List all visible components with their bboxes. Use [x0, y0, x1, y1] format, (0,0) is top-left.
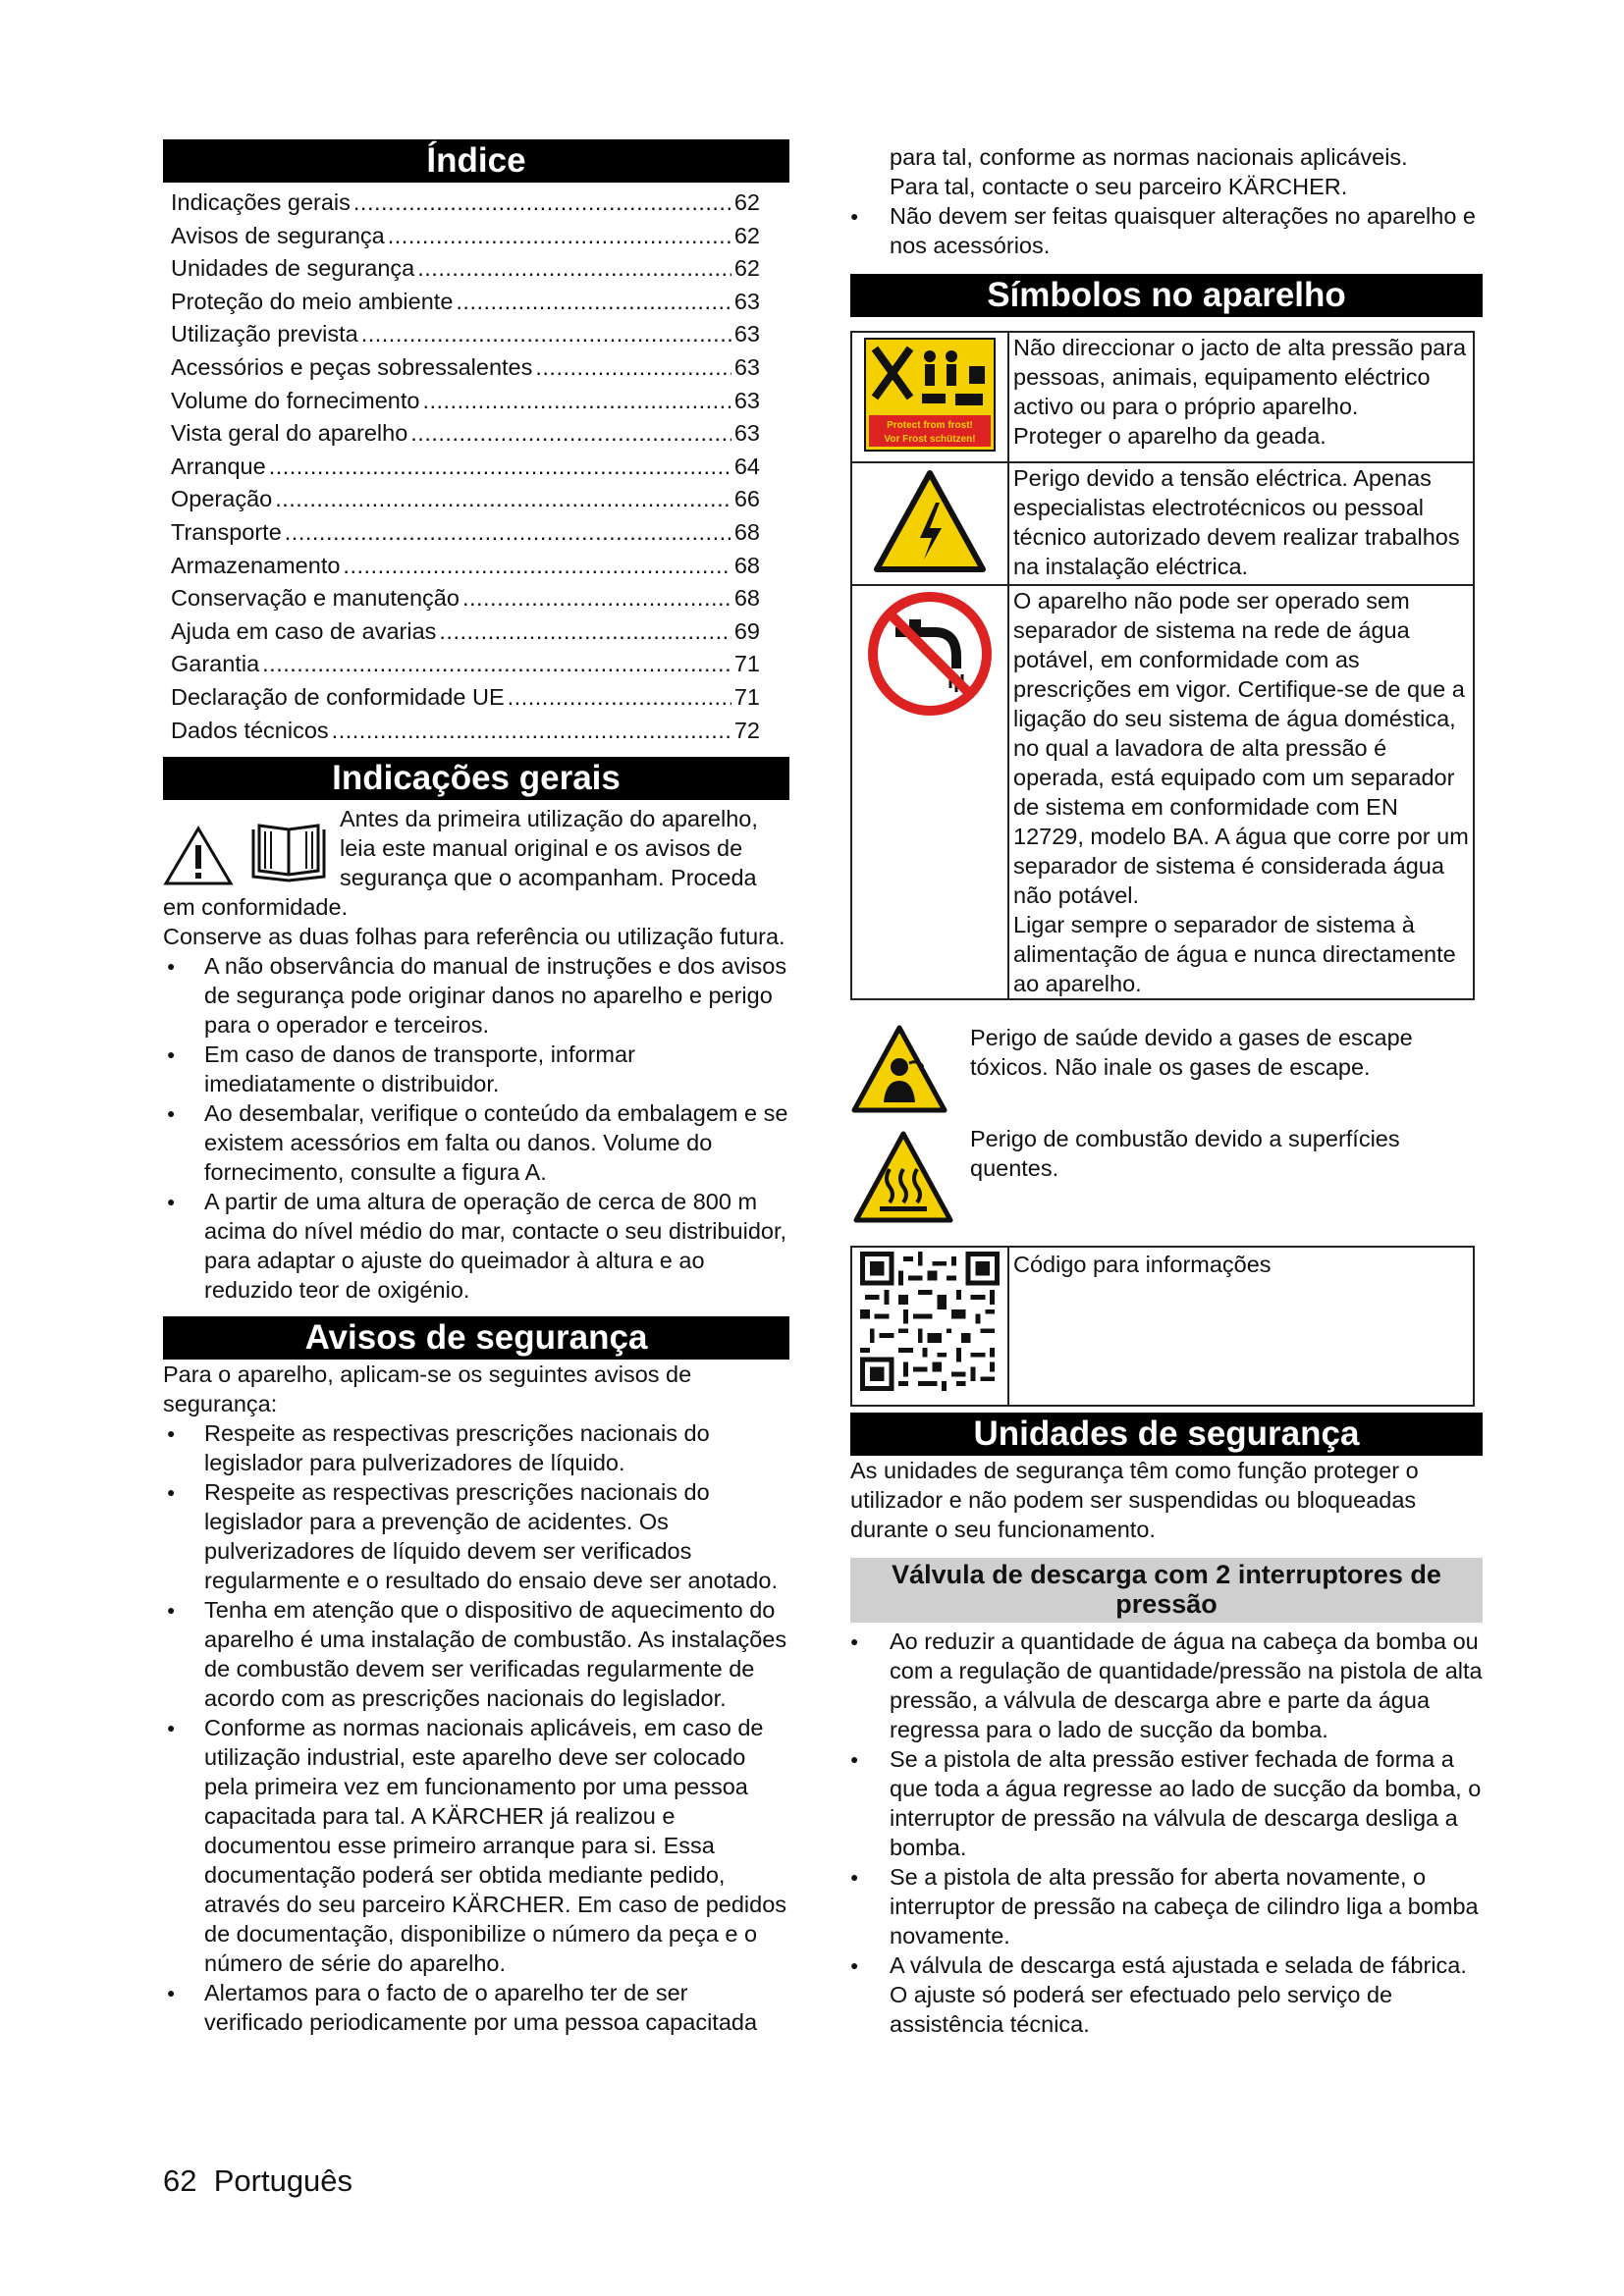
toc-entry-label: Acessórios e peças sobressalentes: [171, 353, 533, 380]
toc-entry-label: Proteção do meio ambiente: [171, 288, 454, 314]
toc-leader-dots: [508, 681, 731, 715]
indicacoes-heading: Indicações gerais: [163, 757, 789, 800]
page-footer: [163, 2163, 352, 2199]
toc-entry-page: 63: [733, 321, 760, 347]
toc-entry-label: Avisos de segurança: [171, 222, 385, 248]
toc-entry: [171, 451, 789, 484]
no-spray-people-animals-icon: [861, 337, 999, 453]
toc-entry-page: 69: [733, 617, 760, 644]
avisos-continued-1: para tal, conforme as normas nacionais aplicáveis.: [890, 144, 1408, 170]
list-item: ● A partir de uma altura de operação de cerca de 800 m acima do nível médio do mar, contacte o seu distribuidor, para adaptar o ajuste do queimador à altura e ao reduzido teor de oxigénio.: [163, 1187, 789, 1305]
toc-entry-page: 62: [733, 189, 760, 215]
toc-entry-page: 62: [733, 255, 760, 282]
toc-entry-page: 63: [733, 353, 760, 380]
toc-entry-label: Vista geral do aparelho: [171, 420, 408, 447]
unidades-intro: As unidades de segurança têm como função proteger o utilizador e não podem ser suspendidas ou bloqueadas durante o seu funcionamento.: [850, 1458, 1419, 1542]
qr-table: [850, 1246, 1475, 1407]
toc-entry: [171, 516, 789, 550]
toc-leader-dots: [361, 318, 731, 351]
hot-surface-icon: [852, 1130, 954, 1224]
qr-code-icon: [860, 1252, 1000, 1391]
page-number: 62: [163, 2163, 197, 2198]
toc-entry: [171, 318, 789, 351]
left-column: [163, 139, 789, 2037]
toc-leader-dots: [275, 483, 731, 516]
toc-entry-label: Arranque: [171, 453, 266, 479]
list-item: ● Se a pistola de alta pressão estiver fechada de forma a que toda a água regresse ao lado de sucção da bomba, o interruptor de pressão na válvula de descarga desliga a bomba.: [850, 1744, 1483, 1862]
toc-entry: [171, 351, 789, 385]
symbols-table: [850, 331, 1475, 1000]
toc-leader-dots: [535, 351, 731, 385]
frost-sign-text-2: Vor Frost schützen!: [884, 434, 976, 445]
list-item: ● Em caso de danos de transporte, informar imediatamente o distribuidor.: [163, 1040, 789, 1098]
table-row: [851, 585, 1474, 999]
avisos-continued-2: Para tal, contacte o seu parceiro KÄRCHER.: [890, 174, 1348, 199]
symbol-description: Proteger o aparelho da geada.: [1013, 423, 1326, 449]
list-item: ● Conforme as normas nacionais aplicáveis, em caso de utilização industrial, este aparelho deve ser colocado pela primeira vez em funcionamento por uma pessoa capacitada para tal. A KÄRCHER já realizou e documentou esse primeiro arranque para si. Essa documentação poderá ser obtida mediante pedido, através do seu parceiro KÄRCHER. Em caso de pedidos de documentação, disponibilize o número da peça e o número de série do aparelho.: [163, 1713, 789, 1978]
toxic-gas-warning: [850, 1024, 1483, 1114]
toc-entry-page: 62: [733, 222, 760, 248]
toc-leader-dots: [285, 516, 731, 550]
right-column: [850, 142, 1483, 2039]
toc-entry: [171, 615, 789, 649]
toc-entry-label: Conservação e manutenção: [171, 585, 460, 612]
list-item: ● Respeite as respectivas prescrições nacionais do legislador para a prevenção de acidentes. Os pulverizadores de líquido devem ser verificados regularmente e o resultado do ensaio deve ser anotado.: [163, 1477, 789, 1595]
toc-entry-page: 68: [733, 585, 760, 612]
list-item: ● A não observância do manual de instruções e dos avisos de segurança pode originar danos no aparelho e perigo para o operador e terceiros.: [163, 951, 789, 1040]
toc-entry: [171, 715, 789, 748]
manual-intro-block: [163, 804, 789, 922]
toc-leader-dots: [353, 187, 731, 220]
toc-entry: [171, 483, 789, 516]
toc-entry-label: Ajuda em caso de avarias: [171, 617, 437, 644]
intro-paragraph: Antes da primeira utilização do aparelho, leia este manual original e os avisos de segurança que o acompanham. Proceda em conformidade.: [163, 806, 758, 921]
toc-leader-dots: [462, 582, 731, 615]
toc-leader-dots: [439, 615, 731, 649]
toc-leader-dots: [388, 220, 731, 253]
conserve-paragraph: Conserve as duas folhas para referência ou utilização futura.: [163, 924, 785, 950]
frost-sign-text-1: Protect from frost!: [887, 420, 973, 431]
toc-entry-label: Volume do fornecimento: [171, 387, 420, 413]
toc-leader-dots: [269, 451, 731, 484]
toc-leader-dots: [456, 286, 731, 319]
toc-entry: [171, 286, 789, 319]
toc-entry: [171, 252, 789, 286]
toc-entry-page: 68: [733, 552, 760, 578]
toc-entry-label: Dados técnicos: [171, 717, 329, 743]
toc-entry: [171, 220, 789, 253]
toc-entry-label: Indicações gerais: [171, 189, 351, 215]
toc-entry-label: Transporte: [171, 518, 282, 545]
toc-entry-page: 66: [733, 486, 760, 512]
indicacoes-list: [163, 951, 789, 1305]
toc-entry: [171, 681, 789, 715]
toxic-gas-text: Perigo de saúde devido a gases de escape tóxicos. Não inale os gases de escape.: [970, 1025, 1413, 1080]
hot-surface-text: Perigo de combustão devido a superfícies quentes.: [970, 1126, 1400, 1181]
toc-entry-page: 68: [733, 518, 760, 545]
toc-entry-label: Armazenamento: [171, 552, 341, 578]
valvula-subheading: Válvula de descarga com 2 interruptores de pressão: [850, 1558, 1483, 1623]
avisos-list: [163, 1418, 789, 2037]
avisos-heading: Avisos de segurança: [163, 1316, 789, 1360]
toc-entry: [171, 417, 789, 451]
toc-entry-label: Utilização prevista: [171, 321, 358, 347]
no-direct-connection-icon: [866, 590, 994, 718]
symbol-description: Perigo devido a tensão eléctrica. Apenas especialistas electrotécnicos ou pessoal técnico autorizado devem realizar trabalhos na instalação eléctrica.: [1008, 462, 1474, 585]
toc-entry-label: Operação: [171, 486, 273, 512]
simbolos-heading: Símbolos no aparelho: [850, 274, 1483, 317]
toc-leader-dots: [417, 252, 731, 286]
toc-entry: [171, 187, 789, 220]
toxic-gas-icon: [850, 1024, 948, 1114]
toc-entry-page: 63: [733, 420, 760, 447]
toc-entry-page: 64: [733, 453, 760, 479]
toc-entry-page: 63: [733, 288, 760, 314]
indice-heading: Índice: [163, 139, 789, 183]
table-row: [851, 1247, 1474, 1406]
electric-hazard-icon: [871, 467, 989, 575]
table-row: [851, 462, 1474, 585]
toc-entry-page: 63: [733, 387, 760, 413]
toc-leader-dots: [410, 417, 731, 451]
list-item: ● Não devem ser feitas quaisquer alterações no aparelho e nos acessórios.: [850, 201, 1483, 260]
toc-leader-dots: [262, 648, 731, 681]
toc-entry-page: 71: [733, 651, 760, 677]
toc-leader-dots: [422, 385, 731, 418]
toc-entry: [171, 648, 789, 681]
list-item: ● Tenha em atenção que o dispositivo de aquecimento do aparelho é uma instalação de combustão. As instalações de combustão devem ser verificadas regularmente de acordo com as prescrições nacionais do legislador.: [163, 1595, 789, 1713]
hot-surface-warning: [850, 1126, 1483, 1224]
toc-entry-page: 71: [733, 683, 760, 710]
toc-entry-label: Declaração de conformidade UE: [171, 683, 505, 710]
toc-entry-label: Unidades de segurança: [171, 255, 415, 282]
table-row: [851, 332, 1474, 462]
list-item: ● A válvula de descarga está ajustada e selada de fábrica. O ajuste só poderá ser efectuado pelo serviço de assistência técnica.: [850, 1950, 1483, 2039]
footer-language: Português: [213, 2163, 353, 2198]
toc-entry: [171, 550, 789, 583]
table-of-contents: [171, 187, 789, 747]
toc-leader-dots: [343, 550, 731, 583]
unidades-heading: Unidades de segurança: [850, 1413, 1483, 1456]
list-item: ● Ao desembalar, verifique o conteúdo da embalagem e se existem acessórios em falta ou danos. Volume do fornecimento, consulte a figura A.: [163, 1098, 789, 1187]
toc-entry-label: Garantia: [171, 651, 260, 677]
symbol-description: O aparelho não pode ser operado sem separador de sistema na rede de água potável, em conformidade com as prescrições em vigor. Certifique-se de que a ligação do seu sistema de água doméstica, no qual a lavadora de alta pressão é operada, está equipado com um separador de sistema em conformidade com EN 12729, modelo BA. A água que corre por um separador de sistema é considerada água não potável.: [1013, 588, 1469, 908]
toc-entry: [171, 385, 789, 418]
symbol-description: Ligar sempre o separador de sistema à alimentação de água e nunca directamente ao aparelho.: [1013, 912, 1456, 996]
toc-entry-page: 72: [733, 717, 760, 743]
toc-leader-dots: [332, 715, 731, 748]
list-item: ● Alertamos para o facto de o aparelho ter de ser verificado periodicamente por uma pessoa capacitada: [163, 1978, 789, 2037]
toc-entry: [171, 582, 789, 615]
list-item: ● Ao reduzir a quantidade de água na cabeça da bomba ou com a regulação de quantidade/pressão na pistola de alta pressão, a válvula de descarga abre e parte da água regressa para o lado de sucção da bomba.: [850, 1627, 1483, 1744]
unidades-list: [850, 1627, 1483, 2039]
list-item: ● Se a pistola de alta pressão for aberta novamente, o interruptor de pressão na cabeça de cilindro liga a bomba novamente.: [850, 1862, 1483, 1950]
list-item: ● Respeite as respectivas prescrições nacionais do legislador para pulverizadores de líquido.: [163, 1418, 789, 1477]
avisos-intro: Para o aparelho, aplicam-se os seguintes avisos de segurança:: [163, 1362, 692, 1417]
symbol-description: Não direccionar o jacto de alta pressão para pessoas, animais, equipamento eléctrico activo ou para o próprio aparelho.: [1013, 335, 1467, 419]
qr-description: Código para informações: [1008, 1247, 1474, 1406]
